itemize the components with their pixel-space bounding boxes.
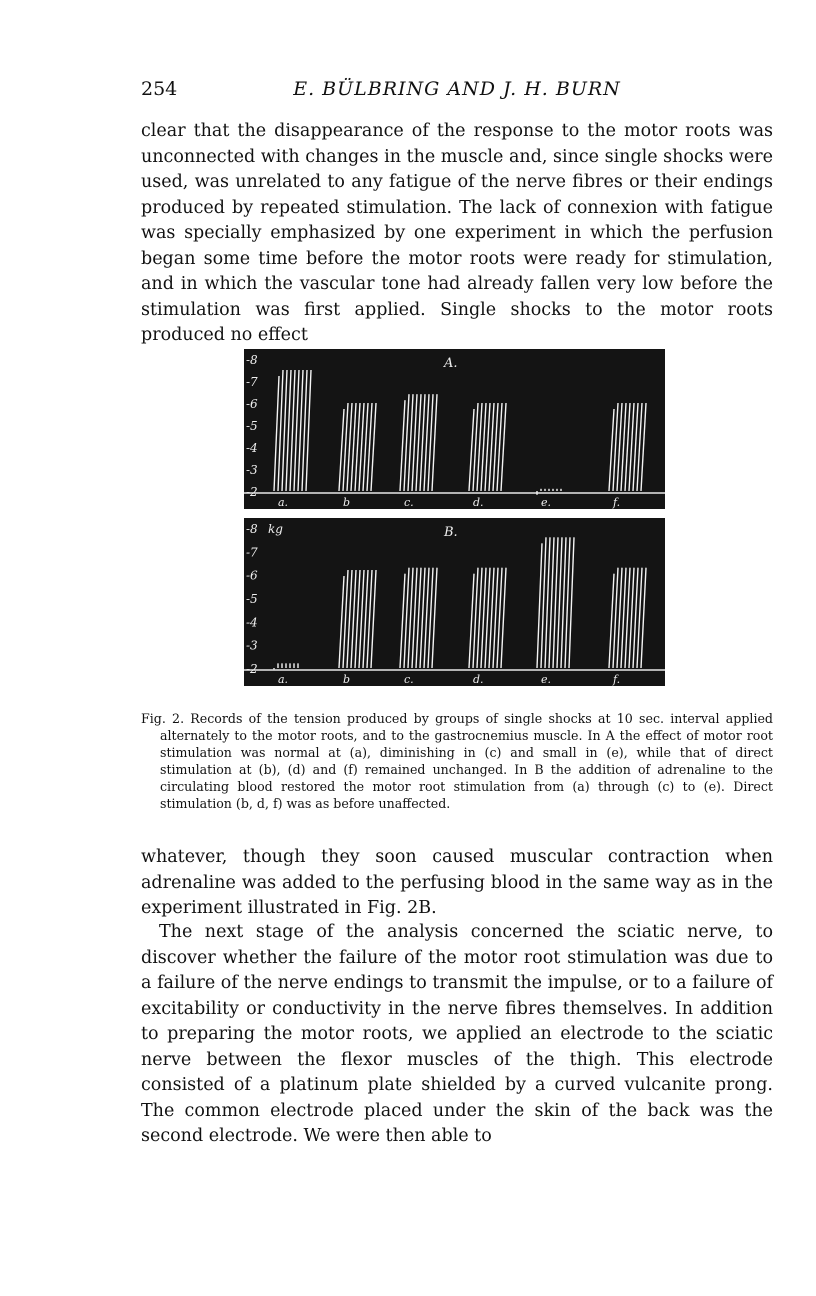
scale-label: -8: [246, 353, 258, 367]
scale-label: -6: [246, 397, 258, 411]
group-label: b: [343, 673, 351, 686]
group-label: e.: [541, 673, 552, 686]
scale-label: -2: [246, 662, 258, 676]
panel-label: B.: [444, 525, 458, 540]
group-label: a.: [278, 673, 289, 686]
tension-records: [244, 346, 665, 688]
paragraph-1: clear that the disappearance of the response to the motor roots was unconnected with changes in the muscle and, since single shocks were used, was unrelated to any fatigue of the nerve fibres or their endings produced by repeated stimulation. The lack of connexion with fatigue was specially emphasized by one experiment in which the perfusion began some time before the motor roots were ready for stimulation, and in which the vascular tone had already fallen very low before the stimulation was first applied. Single shocks to the motor roots produced no effect: [141, 121, 773, 345]
page-number: 254: [141, 78, 178, 100]
group-label: d.: [473, 496, 484, 509]
figure-caption-text: Fig. 2. Records of the tension produced by groups of single shocks at 10 sec. interval applied alternately to the motor roots, and to the gastrocnemius muscle. In A the effect of motor root stimulation was normal at (a), diminishing in (c) and small in (e), while that of direct stimulation at (b), (d) and (f) remained unchanged. In B the addition of adrenaline to the circulating blood restored the motor root stimulation from (a) through (c) to (e). Direct stimulation (b, d, f) was as before unaffected.: [141, 711, 773, 811]
group-label: a.: [278, 496, 289, 509]
scale-label: -4: [246, 615, 258, 630]
figure-caption: [141, 710, 773, 812]
scale-label: -5: [246, 419, 258, 433]
panel-b: [244, 518, 665, 686]
figure-2: [244, 346, 665, 688]
scale-label: -8: [246, 522, 258, 536]
paragraph-3: The next stage of the analysis concerned the sciatic nerve, to discover whether the failure of the motor root stimulation was due to a failure of the nerve endings to transmit the impulse, or to a failure of excitability or conductivity in the nerve fibres themselves. In addition to preparing the motor roots, we applied an electrode to the sciatic nerve between the flexor muscles of the thigh. This electrode consisted of a platinum plate shielded by a curved vulcanite prong. The common electrode placed under the skin of the back was the second electrode. We were then able to: [141, 922, 773, 1146]
group-label: b: [343, 496, 351, 509]
group-label: d.: [473, 673, 484, 686]
scale-label: -7: [246, 375, 258, 389]
panel-a: [244, 349, 665, 509]
group-label: e.: [541, 496, 552, 509]
scale-label: -2: [246, 485, 258, 499]
running-head: E. BÜLBRING AND J. H. BURN: [293, 78, 621, 100]
group-label: c.: [404, 673, 414, 686]
group-label: f.: [613, 496, 621, 509]
paragraph-2: whatever, though they soon caused muscular contraction when adrenaline was added to the perfusing blood in the same way as in the experiment illustrated in Fig. 2B.: [141, 847, 773, 918]
group-label: f.: [613, 673, 621, 686]
unit-label: kg: [268, 522, 283, 536]
scale-label: -5: [246, 592, 258, 606]
scale-label: -7: [246, 545, 258, 560]
group-label: c.: [404, 496, 414, 509]
panel-label: A.: [444, 356, 458, 371]
scale-label: -4: [246, 441, 258, 455]
scale-label: -3: [246, 638, 258, 653]
scale-label: -3: [246, 463, 258, 477]
scale-label: -6: [246, 568, 258, 583]
page-header: [141, 78, 773, 104]
